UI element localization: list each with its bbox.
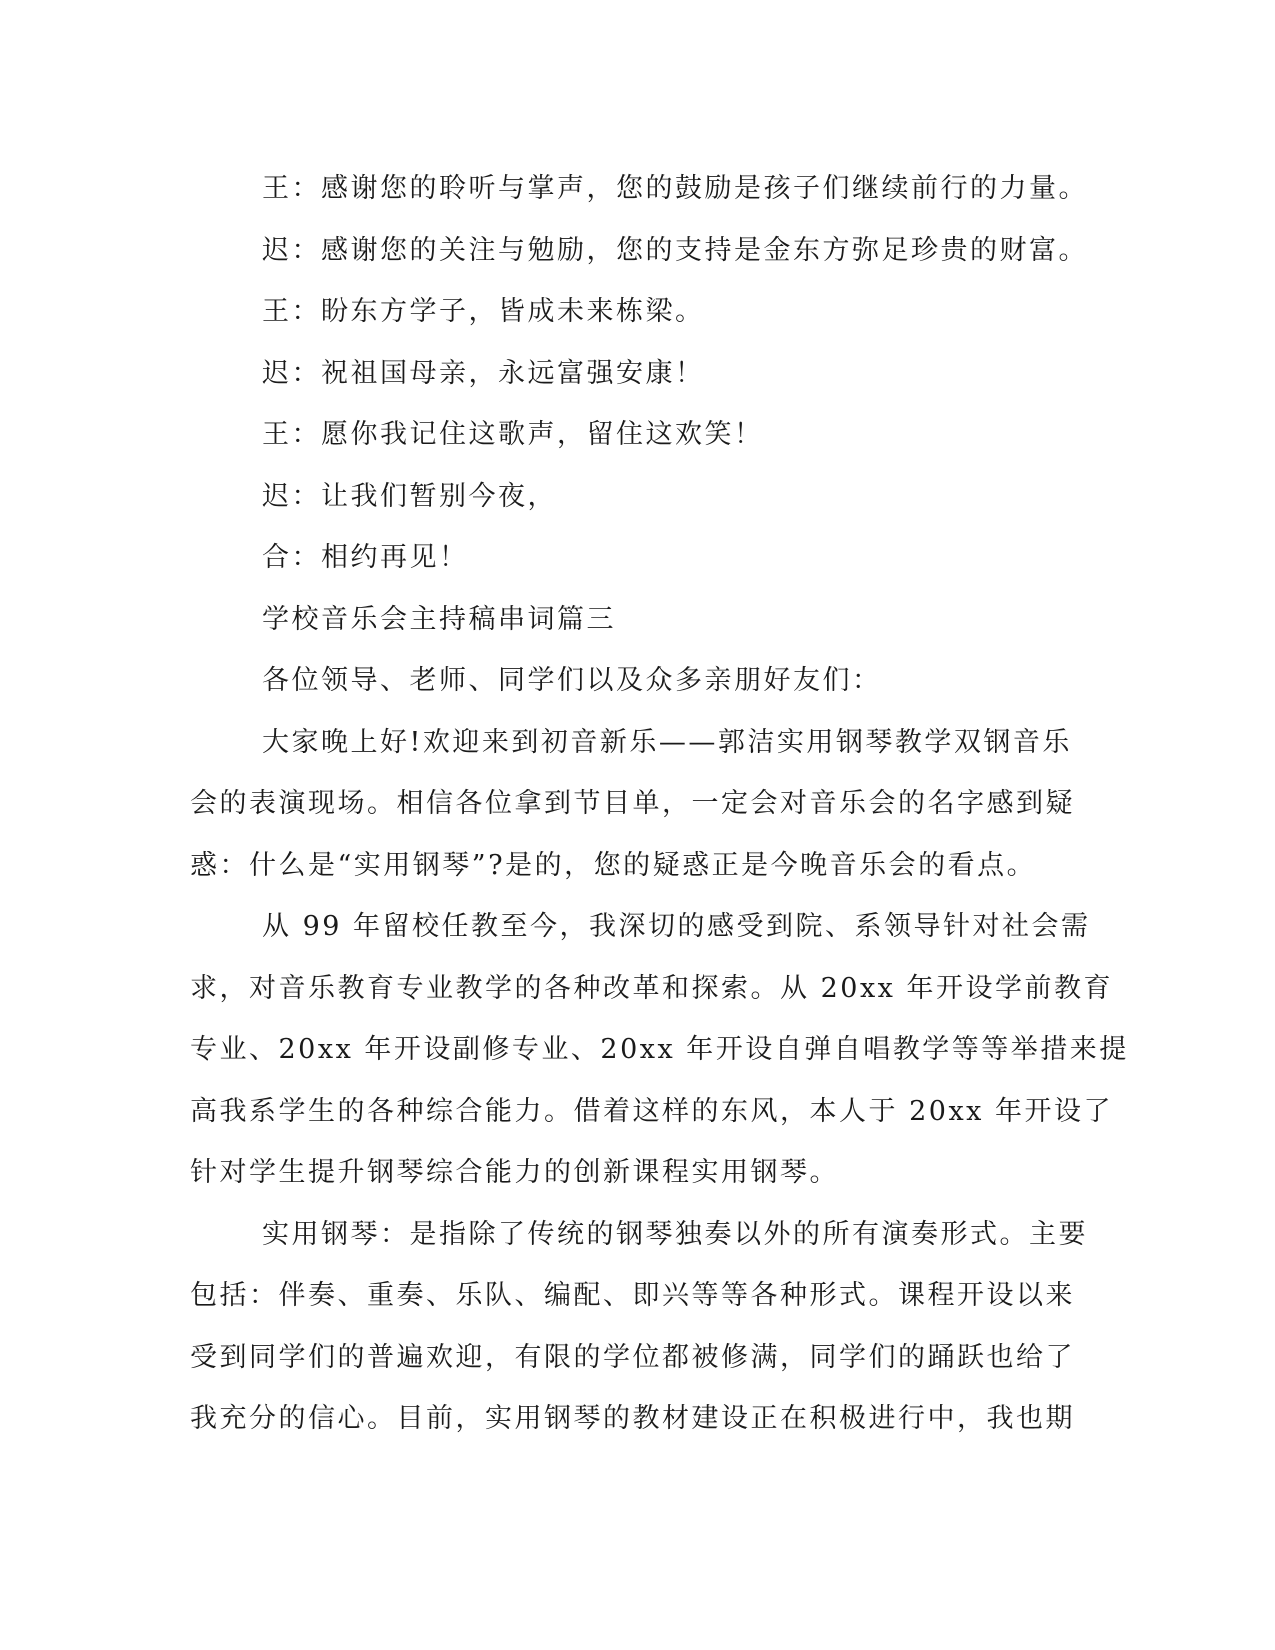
dialogue-line: 王：感谢您的聆听与掌声，您的鼓励是孩子们继续前行的力量。: [262, 173, 1088, 204]
paragraph-line: 我充分的信心。目前，实用钢琴的教材建设正在积极进行中，我也期: [190, 1403, 1075, 1434]
dialogue-line: 迟：让我们暂别今夜，: [262, 480, 557, 512]
dialogue-line: 迟：感谢您的关注与勉励，您的支持是金东方弥足珍贵的财富。: [262, 234, 1088, 266]
paragraph-line: 会的表演现场。相信各位拿到节目单，一定会对音乐会的名字感到疑: [190, 788, 1075, 819]
paragraph-line: 惑：什么是“实用钢琴”?是的，您的疑惑正是今晚音乐会的看点。: [190, 849, 1037, 881]
paragraph-line: 专业、20xx 年开设副修专业、20xx 年开设自弹自唱教学等等举措来提: [190, 1034, 1129, 1065]
document-body: [190, 158, 1129, 1450]
dialogue-line: 王：盼东方学子，皆成未来栋梁。: [262, 296, 705, 327]
paragraph-line: 从 99 年留校任教至今，我深切的感受到院、系领导针对社会需: [262, 911, 1091, 942]
section-title: 学校音乐会主持稿串词篇三: [262, 603, 616, 635]
dialogue-line: 合：相约再见！: [262, 542, 469, 573]
dialogue-line: 迟：祝祖国母亲，永远富强安康！: [262, 357, 705, 389]
paragraph-line: 受到同学们的普遍欢迎，有限的学位都被修满，同学们的踊跃也给了: [190, 1341, 1075, 1373]
paragraph-line: 实用钢琴：是指除了传统的钢琴独奏以外的所有演奏形式。主要: [262, 1218, 1088, 1250]
greeting-line: 各位领导、老师、同学们以及众多亲朋好友们：: [262, 665, 882, 696]
paragraph-line: 针对学生提升钢琴综合能力的创新课程实用钢琴。: [190, 1157, 839, 1188]
dialogue-line: 王：愿你我记住这歌声，留住这欢笑！: [262, 419, 764, 450]
paragraph-line: 大家晚上好!欢迎来到初音新乐——郭洁实用钢琴教学双钢音乐: [262, 726, 1072, 758]
paragraph-line: 高我系学生的各种综合能力。借着这样的东风，本人于 20xx 年开设了: [190, 1095, 1113, 1127]
paragraph-line: 包括：伴奏、重奏、乐队、编配、即兴等等各种形式。课程开设以来: [190, 1280, 1075, 1311]
paragraph-line: 求，对音乐教育专业教学的各种改革和探索。从 20xx 年开设学前教育: [190, 972, 1113, 1004]
